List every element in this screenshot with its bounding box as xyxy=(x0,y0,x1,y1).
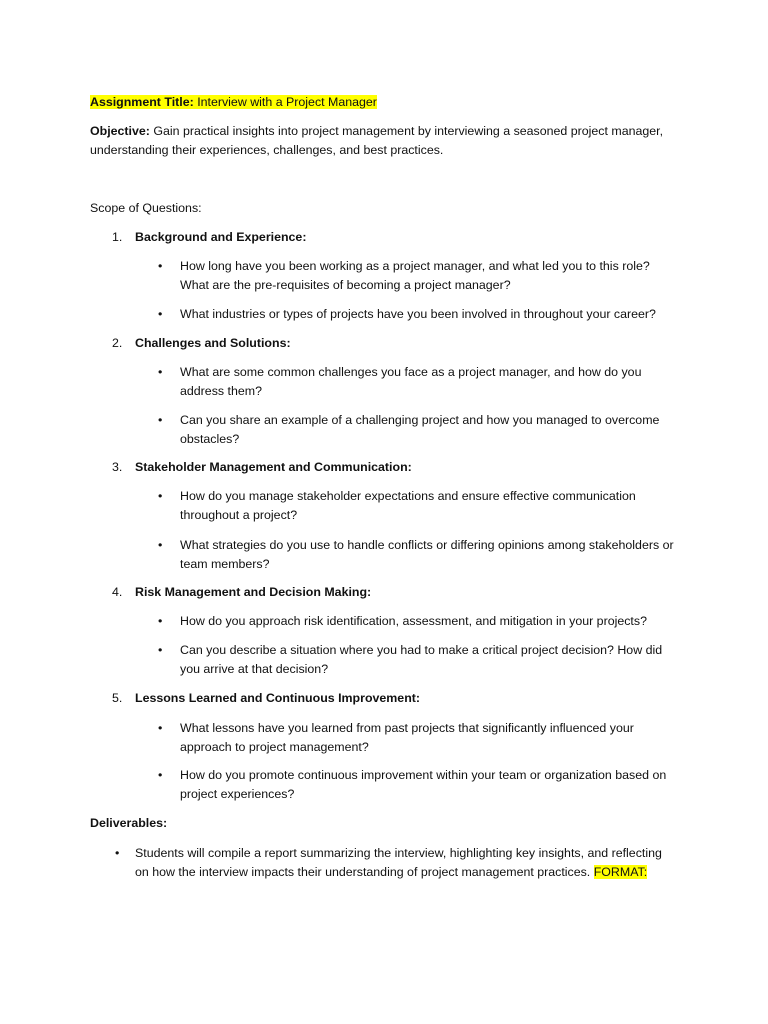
question-bullet: • Can you describe a situation where you had to make a critical project decision? How did you arrive at that decision? xyxy=(180,641,680,678)
section-number: 3. xyxy=(112,460,123,474)
deliverables-heading: Deliverables: xyxy=(90,816,168,830)
question-bullet: • How do you manage stakeholder expectations and ensure effective communication throughout a project? xyxy=(180,487,680,524)
section-number: 5. xyxy=(112,691,123,705)
assignment-title-value: Interview with a Project Manager xyxy=(197,95,377,109)
deliverable-text: Students will compile a report summarizing the interview, highlighting key insights, and reflecting on how the interview impacts their understanding of project management practices. xyxy=(135,846,662,879)
question-bullet: • How do you promote continuous improvement within your team or organization based on project experiences? xyxy=(180,766,680,803)
section-number: 2. xyxy=(112,336,123,350)
objective-label: Objective: xyxy=(90,124,150,138)
question-bullet: • How do you approach risk identification, assessment, and mitigation in your projects? xyxy=(180,612,680,631)
question-bullet: • What strategies do you use to handle conflicts or differing opinions among stakeholders or team members? xyxy=(180,536,680,573)
section-title: Risk Management and Decision Making: xyxy=(135,585,372,599)
section-number: 1. xyxy=(112,230,123,244)
section-title: Background and Experience: xyxy=(135,230,307,244)
assignment-title-line xyxy=(90,93,377,112)
question-bullet: • What industries or types of projects have you been involved in throughout your career? xyxy=(180,305,680,324)
question-bullet: • What are some common challenges you face as a project manager, and how do you address them? xyxy=(180,363,680,400)
objective-paragraph xyxy=(90,122,680,159)
section-title: Stakeholder Management and Communication: xyxy=(135,460,412,474)
section-number: 4. xyxy=(112,585,123,599)
deliverable-bullet xyxy=(135,844,675,881)
format-label: FORMAT: xyxy=(593,864,648,879)
question-bullet: • How long have you been working as a project manager, and what led you to this role? What are the pre-requisites of becoming a project manager? xyxy=(180,257,680,294)
question-bullet: • Can you share an example of a challenging project and how you managed to overcome obstacles? xyxy=(180,411,680,448)
section-title: Challenges and Solutions: xyxy=(135,336,291,350)
scope-heading: Scope of Questions: xyxy=(90,201,202,215)
objective-text: Gain practical insights into project management by interviewing a seasoned project manager, understanding their experiences, challenges, and best practices. xyxy=(90,124,664,157)
section-title: Lessons Learned and Continuous Improvement: xyxy=(135,691,421,705)
question-bullet: • What lessons have you learned from past projects that significantly influenced your approach to project management? xyxy=(180,719,680,756)
assignment-title-label: Assignment Title: xyxy=(90,95,194,109)
